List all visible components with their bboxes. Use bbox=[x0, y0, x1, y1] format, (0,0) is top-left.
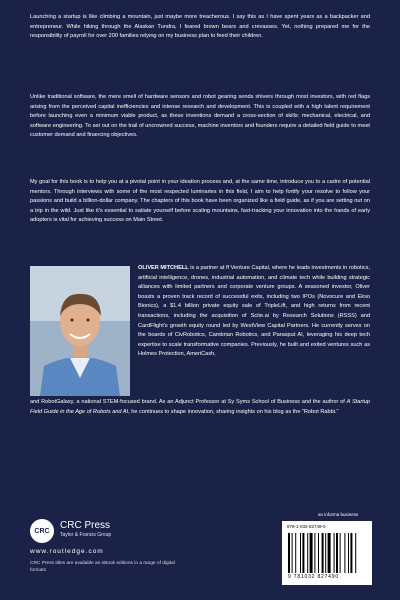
author-bio-text-1: is a partner at ff Venture Capital, where he leads investments in robotics, artificial intelligence, drones, industrial automation, and climate tech while building strategic alliances with limited partners and corporate venture groups. A seasoned investor, Oliver boasts a proven track record of successful exits, including two IPOs (Novocure and Ekso Bionics), a $1.4 billion private equity sale of TripleLift, and high returns from recent transactions, including the acquisition of Scite.ai by Research Solutions (RSSS) and CardFlight's growth equity round led by WestView Capital Partners. He currently serves on the boards of CivRobotics, Cambrian Robotics, and Parasput AI, leveraging his deep tech expertise to scale transformative companies. Previously, he built and exited ventures such as Holmes Protection, AmeriCash, bbox=[138, 265, 370, 358]
publisher-url[interactable]: www.routledge.com bbox=[30, 548, 104, 555]
isbn-bottom-text: 9 781032 827490 bbox=[288, 574, 339, 580]
intro-paragraph-1: Launching a startup is like climbing a mountain, just maybe more treacherous. I say this as I have spent years as a backpacker and entrepreneur. While hiking through the Alaskan Tundra, I feared brown bears and crevasses. Yet, nothing prepared me for the responsibility of payroll for over 200 families relying on my business plan to feed their children. bbox=[30, 14, 370, 40]
intro-paragraph-2: Unlike traditional software, the mere smell of hardware sensors and robot gearing sends shivers through most investors, with red flags arising from the perceived capital inefficiencies and intense research and development. This is coupled with a high talent requirement before launching even a minimum viable product, as these inventions demand a cross-section of skills: mechanical, electrical, and software engineering. To set out on the trail of uncrowned success, machine inventors and founders require a detailed field guide to meet customer demand and financing objectives. bbox=[30, 94, 370, 139]
publisher-group: Taylor & Francis Group bbox=[60, 532, 112, 538]
informa-label: an informa business bbox=[318, 512, 359, 517]
author-bio-text-2: and RobotGalaxy, a national STEM-focused brand. As an Adjunct Professor at Sy Syms School of Business and the author of bbox=[30, 399, 347, 405]
author-photo bbox=[30, 266, 130, 396]
author-name: OLIVER MITCHELL bbox=[138, 265, 189, 271]
intro-paragraph-3: My goal for this book is to help you at a pivotal point in your ideation process and, at the same time, introduce you to a cadre of potential mentors. Through interviews with some of the most respected luminaries in this field, I aim to help fortify your resolve to follow your passions and build a billion-dollar company. The chapters of this book have been organized like a field guide, as if you are setting out on a trip in the wild. Just like it's essential to satiate yourself before scaling mountains, fast-tracking your innovation into the hands of early adopters is vital for achieving success on Main Street. bbox=[30, 179, 370, 224]
author-bio-text-3: , he continues to shape innovation, sharing insights on his blog as the “Robot Rabbi.” bbox=[128, 408, 339, 415]
crc-logo-icon: CRC bbox=[30, 519, 54, 543]
ebook-note: CRC Press titles are available as eBook editions in a range of digital formats bbox=[30, 561, 175, 573]
author-bio-continued bbox=[30, 398, 370, 417]
barcode-bars bbox=[288, 533, 366, 573]
author-bio bbox=[138, 264, 370, 360]
isbn-top-text: 978-1-032-82749-0 bbox=[287, 524, 326, 529]
book-title: A Startup Field Guide in the Age of Robots and AI bbox=[30, 399, 370, 415]
isbn-barcode bbox=[282, 521, 372, 585]
publisher-name: CRC Press bbox=[60, 520, 111, 531]
